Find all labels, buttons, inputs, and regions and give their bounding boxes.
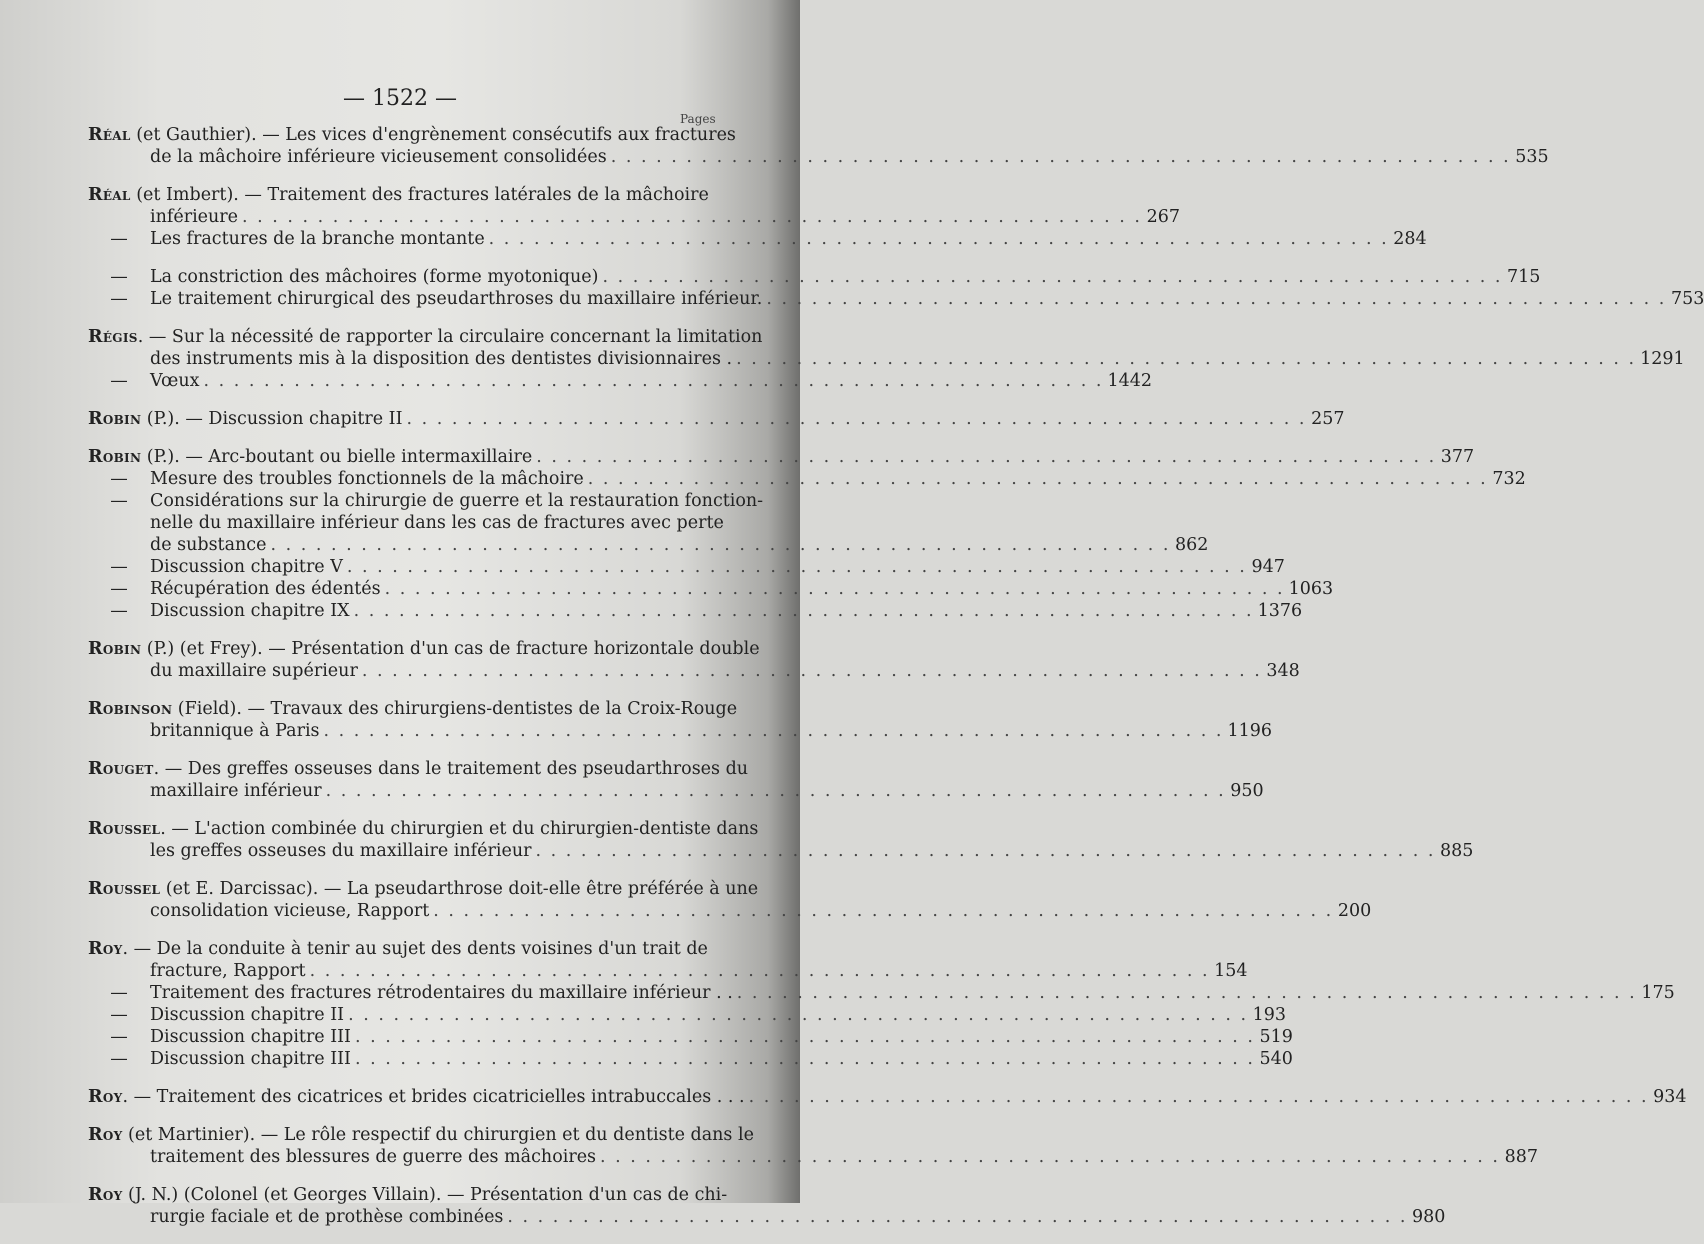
ditto-dash: — bbox=[110, 1049, 128, 1069]
index-entries bbox=[88, 124, 1704, 1244]
index-line bbox=[88, 900, 1372, 922]
index-line bbox=[88, 1086, 1687, 1108]
dot-leader bbox=[489, 228, 1389, 250]
index-entry bbox=[88, 326, 1685, 392]
index-line bbox=[88, 288, 1704, 310]
index-line bbox=[88, 490, 764, 512]
entry-title: maxillaire inférieur bbox=[150, 781, 322, 801]
entry-title: Discussion chapitre V bbox=[150, 557, 343, 577]
entry-title: Considérations sur la chirurgie de guerre et la restauration fonction- bbox=[150, 491, 764, 511]
ditto-dash: — bbox=[110, 491, 128, 511]
ditto-dash: — bbox=[110, 229, 128, 249]
author-name: Réal bbox=[88, 185, 131, 205]
author-name: Roy bbox=[88, 1087, 123, 1107]
author-name: Robin bbox=[88, 409, 142, 429]
author-name: Rouget bbox=[88, 759, 154, 779]
page-reference: 885 bbox=[1440, 841, 1474, 861]
dot-leader bbox=[242, 206, 1142, 228]
index-entry bbox=[88, 266, 1704, 310]
ditto-dash: — bbox=[110, 1005, 128, 1025]
page-reference: 862 bbox=[1175, 535, 1209, 555]
dot-leader bbox=[407, 408, 1307, 430]
index-line bbox=[88, 184, 720, 206]
dot-leader bbox=[362, 660, 1262, 682]
entry-title: nelle du maxillaire inférieur dans les cas de fractures avec perte bbox=[150, 513, 724, 533]
index-line bbox=[88, 600, 1303, 622]
index-line bbox=[88, 512, 724, 534]
page-reference: 193 bbox=[1252, 1005, 1287, 1025]
page-reference: 753 bbox=[1670, 289, 1704, 309]
page-reference: 535 bbox=[1515, 147, 1549, 167]
dot-leader bbox=[385, 578, 1285, 600]
ditto-dash: — bbox=[110, 983, 128, 1003]
index-entry bbox=[88, 878, 1372, 922]
entry-title: de la mâchoire inférieure vicieusement consolidées bbox=[150, 147, 607, 167]
index-entry bbox=[88, 818, 1474, 862]
entry-title: (P.). — Arc-boutant ou bielle intermaxillaire bbox=[141, 447, 533, 467]
dot-leader bbox=[355, 1048, 1255, 1070]
entry-title: (et Gauthier). — Les vices d'engrènement consécutifs aux fractures bbox=[130, 125, 736, 145]
entry-title: de substance bbox=[150, 535, 267, 555]
entry-title: britannique à Paris bbox=[150, 721, 320, 741]
entry-title: . — De la conduite à tenir au sujet des dents voisines d'un trait de bbox=[122, 939, 708, 959]
page-reference: 950 bbox=[1230, 781, 1264, 801]
page-reference: 284 bbox=[1393, 229, 1427, 249]
entry-title: . — Sur la nécessité de rapporter la circulaire concernant la limitation bbox=[137, 327, 763, 347]
entry-title: (P.) (et Frey). — Présentation d'un cas de fracture horizontale double bbox=[141, 639, 760, 659]
index-line bbox=[88, 266, 1541, 288]
index-line bbox=[88, 468, 1526, 490]
entry-title: Le traitement chirurgical des pseudarthroses du maxillaire inférieur. bbox=[150, 289, 763, 309]
page-reference: 377 bbox=[1440, 447, 1475, 467]
author-name: Roy bbox=[88, 939, 123, 959]
page-reference: 154 bbox=[1214, 961, 1248, 981]
page-reference: 1196 bbox=[1227, 721, 1273, 741]
index-line bbox=[88, 146, 1549, 168]
ditto-dash: — bbox=[110, 579, 128, 599]
index-entry bbox=[88, 938, 1675, 1070]
index-line bbox=[88, 698, 738, 720]
page-reference: 934 bbox=[1653, 1087, 1687, 1107]
index-line bbox=[88, 1206, 1446, 1228]
entry-title: inférieure bbox=[150, 207, 239, 227]
ditto-dash: — bbox=[110, 557, 128, 577]
page-reference: 1376 bbox=[1257, 601, 1303, 621]
index-line bbox=[88, 982, 1675, 1004]
dot-leader bbox=[355, 1026, 1255, 1048]
index-entry bbox=[88, 1124, 1538, 1168]
index-line bbox=[88, 348, 1685, 370]
index-line bbox=[88, 660, 1300, 682]
author-name: Robin bbox=[88, 447, 142, 467]
dot-leader bbox=[536, 446, 1436, 468]
page-number: — 1522 — bbox=[343, 86, 457, 111]
entry-title: des instruments mis à la disposition des dentistes divisionnaires . bbox=[150, 349, 733, 369]
entry-title: Récupération des édentés bbox=[150, 579, 381, 599]
dot-leader bbox=[324, 720, 1224, 742]
ditto-dash: — bbox=[110, 371, 128, 391]
index-entry bbox=[88, 124, 1549, 168]
author-name: Robinson bbox=[88, 699, 173, 719]
dot-leader bbox=[737, 982, 1637, 1004]
index-line bbox=[88, 638, 760, 660]
ditto-dash: — bbox=[110, 469, 128, 489]
index-line bbox=[88, 446, 1475, 468]
index-line bbox=[88, 1124, 754, 1146]
index-line bbox=[88, 720, 1273, 742]
index-entry bbox=[88, 1184, 1446, 1228]
pages-column-label: Pages bbox=[680, 112, 716, 126]
entry-title: Discussion chapitre II bbox=[150, 1005, 345, 1025]
dot-leader bbox=[203, 370, 1103, 392]
entry-title: du maxillaire supérieur bbox=[150, 661, 358, 681]
index-line bbox=[88, 1004, 1287, 1026]
page-reference: 267 bbox=[1146, 207, 1180, 227]
dot-leader bbox=[347, 556, 1247, 578]
entry-title: consolidation vicieuse, Rapport bbox=[150, 901, 430, 921]
index-entry bbox=[88, 184, 1427, 250]
author-name: Régis bbox=[88, 327, 138, 347]
page-reference: 348 bbox=[1266, 661, 1300, 681]
author-name: Réal bbox=[88, 125, 131, 145]
index-entry bbox=[88, 698, 1273, 742]
index-line bbox=[88, 534, 1209, 556]
index-line bbox=[88, 818, 759, 840]
index-line bbox=[88, 370, 1152, 392]
page-reference: 175 bbox=[1641, 983, 1675, 1003]
ditto-dash: — bbox=[110, 601, 128, 621]
ditto-dash: — bbox=[110, 1027, 128, 1047]
dot-leader bbox=[348, 1004, 1248, 1026]
ditto-dash: — bbox=[110, 289, 128, 309]
page-reference: 732 bbox=[1492, 469, 1526, 489]
index-line bbox=[88, 1026, 1293, 1048]
entry-title: (Field). — Travaux des chirurgiens-dentistes de la Croix-Rouge bbox=[172, 699, 738, 719]
index-line bbox=[88, 1146, 1538, 1168]
entry-title: (et E. Darcissac). — La pseudarthrose doit-elle être préférée à une bbox=[160, 879, 759, 899]
dot-leader bbox=[600, 1146, 1500, 1168]
page-reference: 1442 bbox=[1107, 371, 1152, 391]
index-line bbox=[88, 228, 1427, 250]
index-entry bbox=[88, 758, 1264, 802]
dot-leader bbox=[611, 146, 1511, 168]
dot-leader bbox=[310, 960, 1210, 982]
entry-title: Traitement des fractures rétrodentaires du maxillaire inférieur . . bbox=[150, 983, 733, 1003]
index-entry bbox=[88, 408, 1345, 430]
index-entry bbox=[88, 446, 1526, 622]
ditto-dash: — bbox=[110, 267, 128, 287]
dot-leader bbox=[602, 266, 1502, 288]
entry-title: (P.). — Discussion chapitre II bbox=[141, 409, 403, 429]
index-line bbox=[88, 938, 720, 960]
index-line bbox=[88, 578, 1334, 600]
entry-title: traitement des blessures de guerre des mâchoires bbox=[150, 1147, 597, 1167]
index-line bbox=[88, 960, 1248, 982]
index-line bbox=[88, 556, 1285, 578]
entry-title: Les fractures de la branche montante bbox=[150, 229, 485, 249]
entry-title: les greffes osseuses du maxillaire inférieur bbox=[150, 841, 532, 861]
dot-leader bbox=[433, 900, 1333, 922]
index-entry bbox=[88, 1086, 1687, 1108]
page-reference: 200 bbox=[1337, 901, 1372, 921]
index-line bbox=[88, 1184, 728, 1206]
dot-leader bbox=[766, 288, 1666, 310]
dot-leader bbox=[535, 840, 1435, 862]
entry-title: La constriction des mâchoires (forme myotonique) bbox=[150, 267, 599, 287]
page-reference: 1291 bbox=[1640, 349, 1685, 369]
dot-leader bbox=[270, 534, 1170, 556]
page-reference: 1063 bbox=[1288, 579, 1334, 599]
page-reference: 257 bbox=[1311, 409, 1345, 429]
entry-title: Discussion chapitre IX bbox=[150, 601, 350, 621]
page-reference: 519 bbox=[1259, 1027, 1293, 1047]
index-line bbox=[88, 878, 759, 900]
entry-title: rurgie faciale et de prothèse combinées bbox=[150, 1207, 504, 1227]
index-line bbox=[88, 840, 1474, 862]
entry-title: (et Martinier). — Le rôle respectif du chirurgien et du dentiste dans le bbox=[122, 1125, 754, 1145]
index-line bbox=[88, 780, 1264, 802]
entry-title: (J. N.) (Colonel (et Georges Villain). — Présentation d'un cas de chi- bbox=[122, 1185, 728, 1205]
index-line bbox=[88, 1048, 1293, 1070]
dot-leader bbox=[588, 468, 1488, 490]
index-line bbox=[88, 326, 763, 348]
dot-leader bbox=[354, 600, 1254, 622]
author-name: Roussel bbox=[88, 879, 161, 899]
author-name: Roussel bbox=[88, 819, 161, 839]
entry-title: (et Imbert). — Traitement des fractures latérales de la mâchoire bbox=[130, 185, 709, 205]
entry-title: Mesure des troubles fonctionnels de la mâchoire bbox=[150, 469, 584, 489]
author-name: Roy bbox=[88, 1185, 123, 1205]
index-entry bbox=[88, 638, 1300, 682]
entry-title: . — Des greffes osseuses dans le traitement des pseudarthroses du bbox=[153, 759, 749, 779]
index-line bbox=[88, 758, 749, 780]
dot-leader bbox=[507, 1206, 1407, 1228]
page-reference: 715 bbox=[1507, 267, 1541, 287]
entry-title: fracture, Rapport bbox=[150, 961, 306, 981]
entry-title: Discussion chapitre III bbox=[150, 1027, 351, 1047]
entry-title: Discussion chapitre III bbox=[150, 1049, 351, 1069]
page-reference: 540 bbox=[1259, 1049, 1293, 1069]
author-name: Robin bbox=[88, 639, 142, 659]
dot-leader bbox=[736, 348, 1636, 370]
entry-title: . — L'action combinée du chirurgien et du chirurgien-dentiste dans bbox=[160, 819, 759, 839]
entry-title: . — Traitement des cicatrices et brides cicatricielles intrabuccales . . . bbox=[122, 1087, 745, 1107]
dot-leader bbox=[326, 780, 1226, 802]
index-line bbox=[88, 206, 1180, 228]
index-line bbox=[88, 124, 736, 146]
page-reference: 980 bbox=[1411, 1207, 1446, 1227]
dot-leader bbox=[749, 1086, 1649, 1108]
page-reference: 947 bbox=[1251, 557, 1285, 577]
entry-title: Vœux bbox=[150, 371, 200, 391]
index-line bbox=[88, 408, 1345, 430]
page-reference: 887 bbox=[1504, 1147, 1538, 1167]
author-name: Roy bbox=[88, 1125, 123, 1145]
